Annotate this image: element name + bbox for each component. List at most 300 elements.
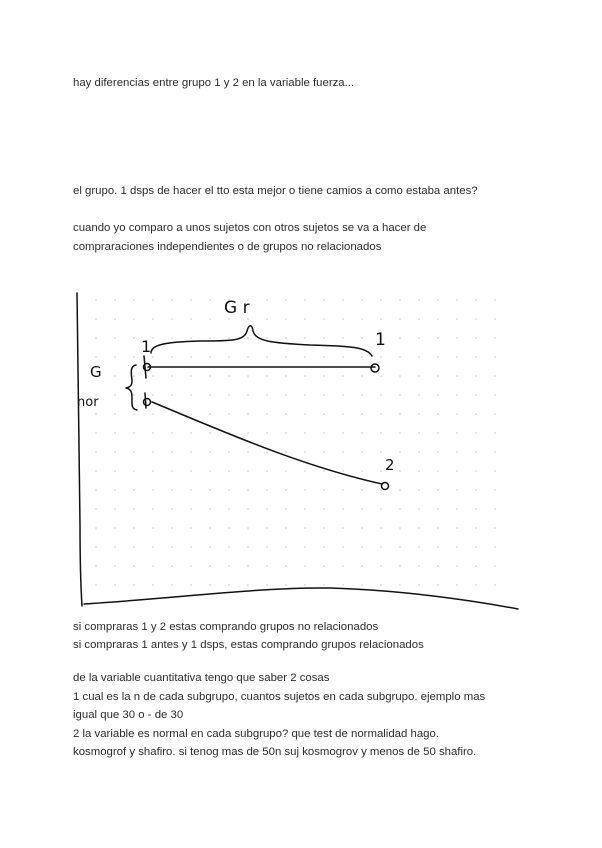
- grid-dot: [266, 299, 268, 301]
- grid-dot: [456, 584, 458, 586]
- grid-dot: [380, 356, 382, 358]
- left-brace: [126, 365, 137, 410]
- grid-dot: [247, 356, 249, 358]
- grid-dot: [152, 565, 154, 567]
- grid-dot: [456, 470, 458, 472]
- point-group-2-after: [382, 483, 389, 490]
- grid-dot: [190, 527, 192, 529]
- grid-dot: [171, 470, 173, 472]
- grid-dot: [228, 413, 230, 415]
- grid-dot: [285, 565, 287, 567]
- grid-dot: [437, 584, 439, 586]
- grid-dot: [380, 489, 382, 491]
- grid-dot: [209, 470, 211, 472]
- grid-dot: [133, 451, 135, 453]
- grid-dot: [418, 584, 420, 586]
- grid-dot: [475, 508, 477, 510]
- grid-dot: [247, 489, 249, 491]
- grid-dot: [133, 356, 135, 358]
- grid-dot: [361, 413, 363, 415]
- grid-dot: [418, 565, 420, 567]
- grid-dot: [342, 432, 344, 434]
- grid-dot: [228, 394, 230, 396]
- grid-dot: [247, 375, 249, 377]
- grid-dot: [418, 546, 420, 548]
- grid-dot: [285, 508, 287, 510]
- grid-dot: [190, 432, 192, 434]
- grid-dot: [171, 337, 173, 339]
- grid-dot: [361, 318, 363, 320]
- grid-dot: [399, 489, 401, 491]
- grid-dot: [361, 489, 363, 491]
- grid-dot: [304, 546, 306, 548]
- grid-dot: [494, 337, 496, 339]
- grid-dot: [475, 394, 477, 396]
- grid-dot: [285, 584, 287, 586]
- grid-dot: [266, 394, 268, 396]
- grid-dot: [361, 508, 363, 510]
- grid-dot: [418, 432, 420, 434]
- grid-dot: [456, 432, 458, 434]
- grid-dot: [114, 584, 116, 586]
- grid-dot: [437, 299, 439, 301]
- grid-dot: [361, 299, 363, 301]
- note-conclusion-2: si compraras 1 antes y 1 dsps, estas comprando grupos relacionados: [73, 639, 424, 651]
- grid-dot: [380, 318, 382, 320]
- grid-dot: [304, 356, 306, 358]
- grid-dot: [361, 565, 363, 567]
- grid-dot: [247, 337, 249, 339]
- grid-dot: [285, 546, 287, 548]
- grid-dot: [152, 356, 154, 358]
- grid-dot: [494, 546, 496, 548]
- grid-dot: [323, 356, 325, 358]
- grid-dot: [285, 470, 287, 472]
- grid-dot: [95, 489, 97, 491]
- grid-dot: [285, 527, 287, 529]
- grid-dot: [437, 565, 439, 567]
- grid-dot: [323, 584, 325, 586]
- grid-dot: [171, 413, 173, 415]
- grid-dot: [494, 394, 496, 396]
- grid-dot: [418, 299, 420, 301]
- grid-dot: [437, 527, 439, 529]
- grid-dot: [95, 584, 97, 586]
- grid-dot: [285, 413, 287, 415]
- grid-dot: [399, 318, 401, 320]
- label-2-right: 2: [385, 456, 395, 474]
- grid-dot: [304, 413, 306, 415]
- grid-dot: [133, 337, 135, 339]
- note-question-2: el grupo. 1 dsps de hacer el tto esta mejor o tiene camios a como estaba antes?: [73, 185, 478, 197]
- grid-dot: [133, 546, 135, 548]
- grid-dot: [475, 565, 477, 567]
- grid-dot: [209, 337, 211, 339]
- grid-dot: [475, 489, 477, 491]
- grid-dot: [342, 299, 344, 301]
- grid-dot: [456, 546, 458, 548]
- label-g: G: [90, 363, 102, 381]
- grid-dot: [380, 565, 382, 567]
- note-variable-point-1-line-2: igual que 30 o - de 30: [73, 709, 184, 721]
- grid-dot: [133, 318, 135, 320]
- grid-dot: [304, 527, 306, 529]
- grid-dot: [133, 394, 135, 396]
- grid-dot: [209, 413, 211, 415]
- grid-dot: [323, 413, 325, 415]
- grid-dot: [475, 546, 477, 548]
- grid-dot: [323, 451, 325, 453]
- grid-dot: [285, 489, 287, 491]
- grid-dot: [228, 318, 230, 320]
- grid-dot: [399, 565, 401, 567]
- grid-dot: [418, 337, 420, 339]
- grid-dot: [494, 527, 496, 529]
- grid-dot: [456, 337, 458, 339]
- grid-dot: [209, 432, 211, 434]
- grid-dot: [171, 527, 173, 529]
- grid-dot: [418, 470, 420, 472]
- grid-dot: [133, 508, 135, 510]
- grid-dot: [342, 489, 344, 491]
- grid-dot: [323, 489, 325, 491]
- grid-dot: [304, 565, 306, 567]
- grid-dot: [342, 565, 344, 567]
- grid-dot: [285, 356, 287, 358]
- grid-dot: [95, 451, 97, 453]
- grid-dot: [247, 413, 249, 415]
- grid-dot: [133, 565, 135, 567]
- grid-dot: [190, 356, 192, 358]
- note-variable-point-2-line-1: 2 la variable es normal en cada subgrupo? que test de normalidad hago.: [73, 728, 440, 740]
- grid-dot: [95, 508, 97, 510]
- note-question-3-line-2: compraraciones independientes o de grupos no relacionados: [73, 241, 382, 253]
- grid-dot: [494, 413, 496, 415]
- grid-dot: [285, 318, 287, 320]
- grid-dot: [494, 470, 496, 472]
- grid-dot: [171, 394, 173, 396]
- grid-dot: [285, 375, 287, 377]
- grid-dot: [285, 337, 287, 339]
- grid-dot: [304, 299, 306, 301]
- grid-dot: [171, 451, 173, 453]
- grid-dot: [323, 546, 325, 548]
- grid-dot: [209, 584, 211, 586]
- grid-dot: [114, 394, 116, 396]
- grid-dot: [285, 432, 287, 434]
- grid-dot: [304, 451, 306, 453]
- grid-dot: [380, 413, 382, 415]
- grid-dot: [228, 546, 230, 548]
- grid-dot: [323, 394, 325, 396]
- grid-dot: [418, 318, 420, 320]
- grid-dot: [133, 527, 135, 529]
- grid-dot: [304, 375, 306, 377]
- grid-dot: [266, 470, 268, 472]
- sketch-points: [144, 364, 389, 490]
- grid-dot: [304, 508, 306, 510]
- grid-dot: [95, 527, 97, 529]
- grid-dot: [266, 451, 268, 453]
- grid-dot: [228, 565, 230, 567]
- grid-dot: [209, 451, 211, 453]
- label-1-left: 1: [141, 337, 152, 356]
- grid-dot: [209, 508, 211, 510]
- grid-dot: [171, 489, 173, 491]
- grid-dot: [209, 375, 211, 377]
- grid-dot: [323, 565, 325, 567]
- grid-dot: [456, 413, 458, 415]
- grid-dot: [418, 451, 420, 453]
- grid-dot: [361, 546, 363, 548]
- grid-dot: [171, 508, 173, 510]
- grid-dot: [323, 432, 325, 434]
- grid-dot: [152, 546, 154, 548]
- grid-dot: [228, 451, 230, 453]
- grid-dot: [494, 565, 496, 567]
- grid-dot: [494, 375, 496, 377]
- grid-dot: [190, 375, 192, 377]
- grid-dot: [323, 527, 325, 529]
- grid-dot: [418, 413, 420, 415]
- grid-dot: [209, 546, 211, 548]
- grid-dot: [95, 337, 97, 339]
- grid-dot: [114, 527, 116, 529]
- grid-dot: [228, 489, 230, 491]
- grid-dot: [323, 508, 325, 510]
- grid-dot: [475, 356, 477, 358]
- grid-dot: [266, 375, 268, 377]
- grid-dot: [209, 527, 211, 529]
- grid-dot: [304, 318, 306, 320]
- grid-dot: [437, 451, 439, 453]
- grid-dot: [380, 584, 382, 586]
- grid-dot: [475, 451, 477, 453]
- grid-dot: [114, 318, 116, 320]
- grid-dot: [399, 299, 401, 301]
- grid-dot: [475, 337, 477, 339]
- grid-dot: [190, 394, 192, 396]
- grid-dot: [437, 508, 439, 510]
- grid-dot: [95, 318, 97, 320]
- grid-dot: [456, 299, 458, 301]
- grid-dot: [342, 394, 344, 396]
- grid-dot: [380, 375, 382, 377]
- grid-dot: [494, 432, 496, 434]
- grid-dot: [171, 584, 173, 586]
- grid-dot: [209, 299, 211, 301]
- grid-dot: [190, 299, 192, 301]
- grid-dot: [399, 451, 401, 453]
- grid-dot: [342, 508, 344, 510]
- grid-dot: [95, 356, 97, 358]
- grid-dot: [190, 337, 192, 339]
- grid-dot: [361, 584, 363, 586]
- grid-dot: [285, 394, 287, 396]
- grid-dot: [399, 508, 401, 510]
- grid-dot: [114, 451, 116, 453]
- grid-dot: [95, 546, 97, 548]
- grid-dot: [437, 413, 439, 415]
- point-group-1-after: [371, 364, 379, 372]
- grid-dot: [475, 584, 477, 586]
- grid-dot: [418, 527, 420, 529]
- grid-dot: [266, 546, 268, 548]
- grid-dot: [247, 394, 249, 396]
- grid-dot: [228, 470, 230, 472]
- grid-dot: [209, 318, 211, 320]
- grid-dot: [95, 413, 97, 415]
- grid-dot: [399, 337, 401, 339]
- grid-dot: [418, 394, 420, 396]
- grid-dot: [456, 318, 458, 320]
- grid-dot: [494, 584, 496, 586]
- grid-dot: [95, 565, 97, 567]
- grid-dot: [171, 356, 173, 358]
- label-nor: nor: [77, 395, 99, 410]
- grid-dot: [228, 375, 230, 377]
- dot-grid: [95, 299, 496, 586]
- grid-dot: [456, 508, 458, 510]
- grid-dot: [437, 489, 439, 491]
- grid-dot: [247, 470, 249, 472]
- grid-dot: [114, 337, 116, 339]
- grid-dot: [285, 299, 287, 301]
- label-1-right: 1: [375, 330, 386, 350]
- grid-dot: [266, 337, 268, 339]
- grid-dot: [380, 546, 382, 548]
- note-question-3-line-1: cuando yo comparo a unos sujetos con otros sujetos se va a hacer de: [73, 222, 427, 234]
- grid-dot: [418, 375, 420, 377]
- grid-dot: [228, 584, 230, 586]
- grid-dot: [171, 432, 173, 434]
- grid-dot: [323, 318, 325, 320]
- grid-dot: [361, 470, 363, 472]
- note-variable-point-1-line-1: 1 cual es la n de cada subgrupo, cuantos sujetos en cada subgrupo. ejemplo mas: [73, 691, 486, 703]
- grid-dot: [152, 375, 154, 377]
- grid-dot: [437, 432, 439, 434]
- grid-dot: [114, 470, 116, 472]
- grid-dot: [361, 337, 363, 339]
- grid-dot: [323, 470, 325, 472]
- grid-dot: [114, 546, 116, 548]
- grid-dot: [304, 470, 306, 472]
- grid-dot: [152, 451, 154, 453]
- grid-dot: [133, 584, 135, 586]
- grid-dot: [247, 565, 249, 567]
- grid-dot: [247, 546, 249, 548]
- grid-dot: [171, 565, 173, 567]
- grid-dot: [475, 413, 477, 415]
- grid-dot: [494, 508, 496, 510]
- grid-dot: [475, 318, 477, 320]
- grid-dot: [361, 394, 363, 396]
- grid-dot: [304, 489, 306, 491]
- grid-dot: [399, 470, 401, 472]
- grid-dot: [304, 584, 306, 586]
- grid-dot: [114, 299, 116, 301]
- grid-dot: [323, 375, 325, 377]
- grid-dot: [228, 356, 230, 358]
- grid-dot: [133, 489, 135, 491]
- grid-dot: [418, 489, 420, 491]
- grid-dot: [152, 432, 154, 434]
- grid-dot: [114, 565, 116, 567]
- grid-dot: [190, 318, 192, 320]
- grid-dot: [247, 432, 249, 434]
- tick-mark-1-left: [144, 356, 146, 378]
- grid-dot: [342, 413, 344, 415]
- note-question-1: hay diferencias entre grupo 1 y 2 en la variable fuerza...: [73, 77, 355, 89]
- grid-dot: [247, 584, 249, 586]
- grid-dot: [190, 546, 192, 548]
- grid-dot: [152, 527, 154, 529]
- grid-dot: [494, 299, 496, 301]
- grid-dot: [95, 470, 97, 472]
- grid-dot: [133, 432, 135, 434]
- grid-dot: [228, 337, 230, 339]
- grid-dot: [342, 527, 344, 529]
- grid-dot: [152, 337, 154, 339]
- grid-dot: [494, 318, 496, 320]
- grid-dot: [475, 375, 477, 377]
- grid-dot: [380, 508, 382, 510]
- grid-dot: [361, 356, 363, 358]
- grid-dot: [114, 356, 116, 358]
- grid-dot: [380, 299, 382, 301]
- grid-dot: [114, 413, 116, 415]
- grid-dot: [361, 527, 363, 529]
- grid-dot: [456, 356, 458, 358]
- grid-dot: [266, 508, 268, 510]
- grid-dot: [399, 584, 401, 586]
- grid-dot: [247, 318, 249, 320]
- grid-dot: [418, 508, 420, 510]
- grid-dot: [380, 527, 382, 529]
- grid-dot: [190, 508, 192, 510]
- grid-dot: [152, 470, 154, 472]
- grid-dot: [456, 489, 458, 491]
- grid-dot: [266, 413, 268, 415]
- grid-dot: [209, 489, 211, 491]
- grid-dot: [152, 299, 154, 301]
- point-group-2-before: [144, 399, 151, 406]
- grid-dot: [380, 470, 382, 472]
- grid-dot: [399, 356, 401, 358]
- grid-dot: [304, 337, 306, 339]
- note-variable-point-2-line-2: kosmogrof y shafiro. si tenog mas de 50n suj kosmogrov y menos de 50 shafiro.: [73, 746, 477, 758]
- grid-dot: [266, 527, 268, 529]
- grid-dot: [114, 375, 116, 377]
- grid-dot: [209, 356, 211, 358]
- grid-dot: [342, 584, 344, 586]
- grid-dot: [494, 451, 496, 453]
- grid-dot: [152, 413, 154, 415]
- grid-dot: [475, 432, 477, 434]
- grid-dot: [380, 451, 382, 453]
- grid-dot: [475, 299, 477, 301]
- grid-dot: [456, 527, 458, 529]
- grid-dot: [342, 546, 344, 548]
- grid-dot: [475, 470, 477, 472]
- grid-dot: [380, 394, 382, 396]
- grid-dot: [437, 394, 439, 396]
- grid-dot: [95, 432, 97, 434]
- grid-dot: [361, 375, 363, 377]
- grid-dot: [304, 432, 306, 434]
- grid-dot: [152, 584, 154, 586]
- grid-dot: [399, 375, 401, 377]
